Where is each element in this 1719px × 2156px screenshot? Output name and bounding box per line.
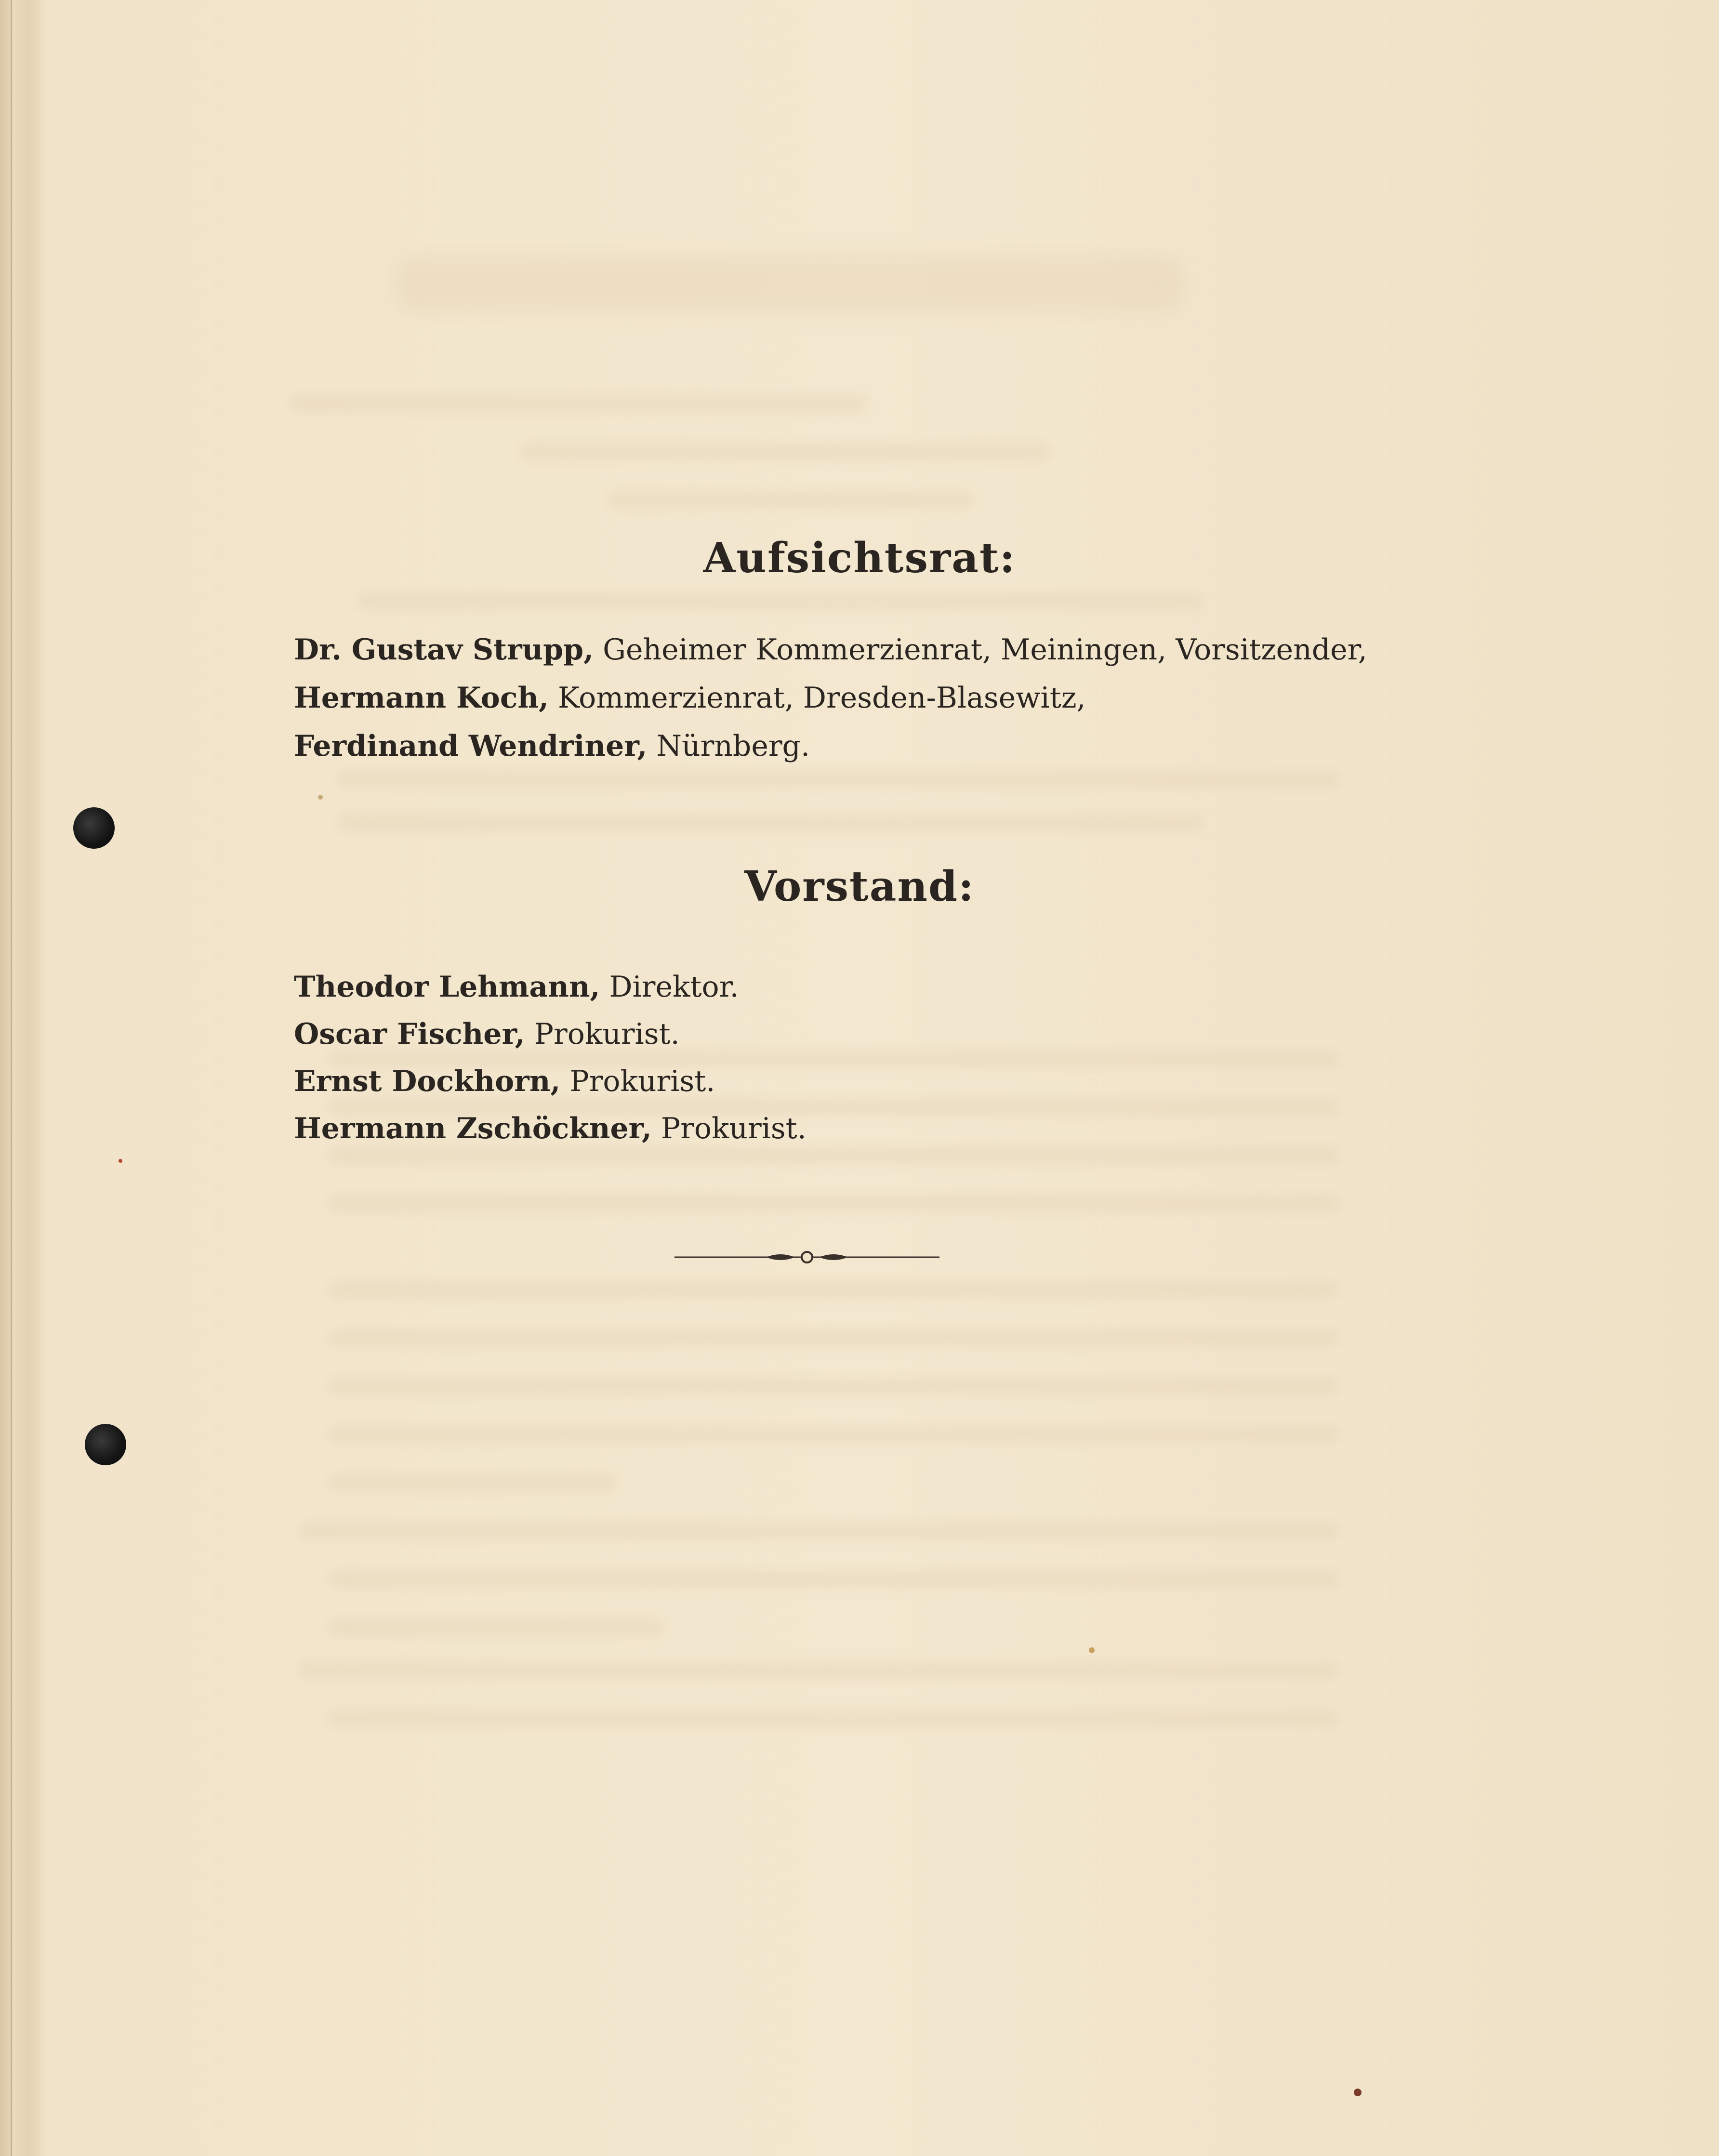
member-name: Oscar Fischer,: [294, 1017, 525, 1051]
member-role: Prokurist.: [661, 1112, 807, 1145]
member-role: Kommerzienrat, Dresden-Blasewitz,: [557, 681, 1086, 715]
member-role: Direktor.: [609, 970, 739, 1004]
member-name: Dr. Gustav Strupp,: [294, 633, 594, 667]
vorstand-heading: Vorstand:: [744, 862, 975, 911]
member-role: Prokurist.: [534, 1017, 680, 1051]
paper-speck: [1089, 1647, 1095, 1653]
aufsichtsrat-member: [294, 632, 1595, 668]
aufsichtsrat-member: [294, 680, 1595, 716]
show-through-line: [328, 1146, 1339, 1164]
show-through-line: [607, 491, 973, 509]
vorstand-member: [294, 1111, 1595, 1147]
member-name: Theodor Lehmann,: [294, 970, 600, 1004]
ornament-leaf-left: [766, 1254, 795, 1260]
paper-speck: [119, 1159, 122, 1163]
show-through-line: [328, 1710, 1339, 1727]
punch-hole: [85, 1424, 126, 1465]
ornament-center: [802, 1252, 812, 1262]
show-through-line: [299, 1662, 1339, 1679]
show-through-line: [337, 771, 1339, 788]
show-through-line: [289, 395, 867, 412]
show-through-line: [328, 1618, 665, 1636]
member-name: Hermann Zschöckner,: [294, 1112, 652, 1145]
member-name: Ferdinand Wendriner,: [294, 729, 648, 763]
member-role: Nürnberg.: [656, 729, 810, 763]
show-through-line: [337, 814, 1204, 831]
member-name: Hermann Koch,: [294, 681, 549, 715]
aufsichtsrat-member: [294, 728, 1595, 764]
show-through-line: [328, 1570, 1339, 1588]
vorstand-member: [294, 1016, 1595, 1052]
paper-speck: [318, 795, 323, 800]
vorstand-member: [294, 969, 1595, 1005]
show-through-line: [328, 1329, 1339, 1347]
show-through-line: [328, 1426, 1339, 1443]
show-through-line: [328, 1378, 1339, 1395]
vorstand-member: [294, 1064, 1595, 1100]
show-through-line: [299, 1522, 1339, 1539]
show-through-line: [328, 1195, 1339, 1212]
show-through-line: [328, 1281, 1339, 1299]
show-through-line: [328, 1474, 617, 1491]
show-through-line: [357, 592, 1204, 610]
ornament-divider: [674, 1248, 939, 1267]
member-role: Geheimer Kommerzienrat, Meiningen, Vorsitzender,: [603, 633, 1367, 667]
aufsichtsrat-heading: Aufsichtsrat:: [703, 534, 1016, 582]
member-role: Prokurist.: [569, 1065, 715, 1098]
member-name: Ernst Dockhorn,: [294, 1065, 561, 1098]
ornament-leaf-right: [819, 1254, 848, 1260]
show-through-line: [520, 443, 1050, 460]
punch-hole: [73, 807, 115, 849]
show-through-title: [395, 255, 1185, 313]
paper-speck: [1354, 2089, 1362, 2096]
